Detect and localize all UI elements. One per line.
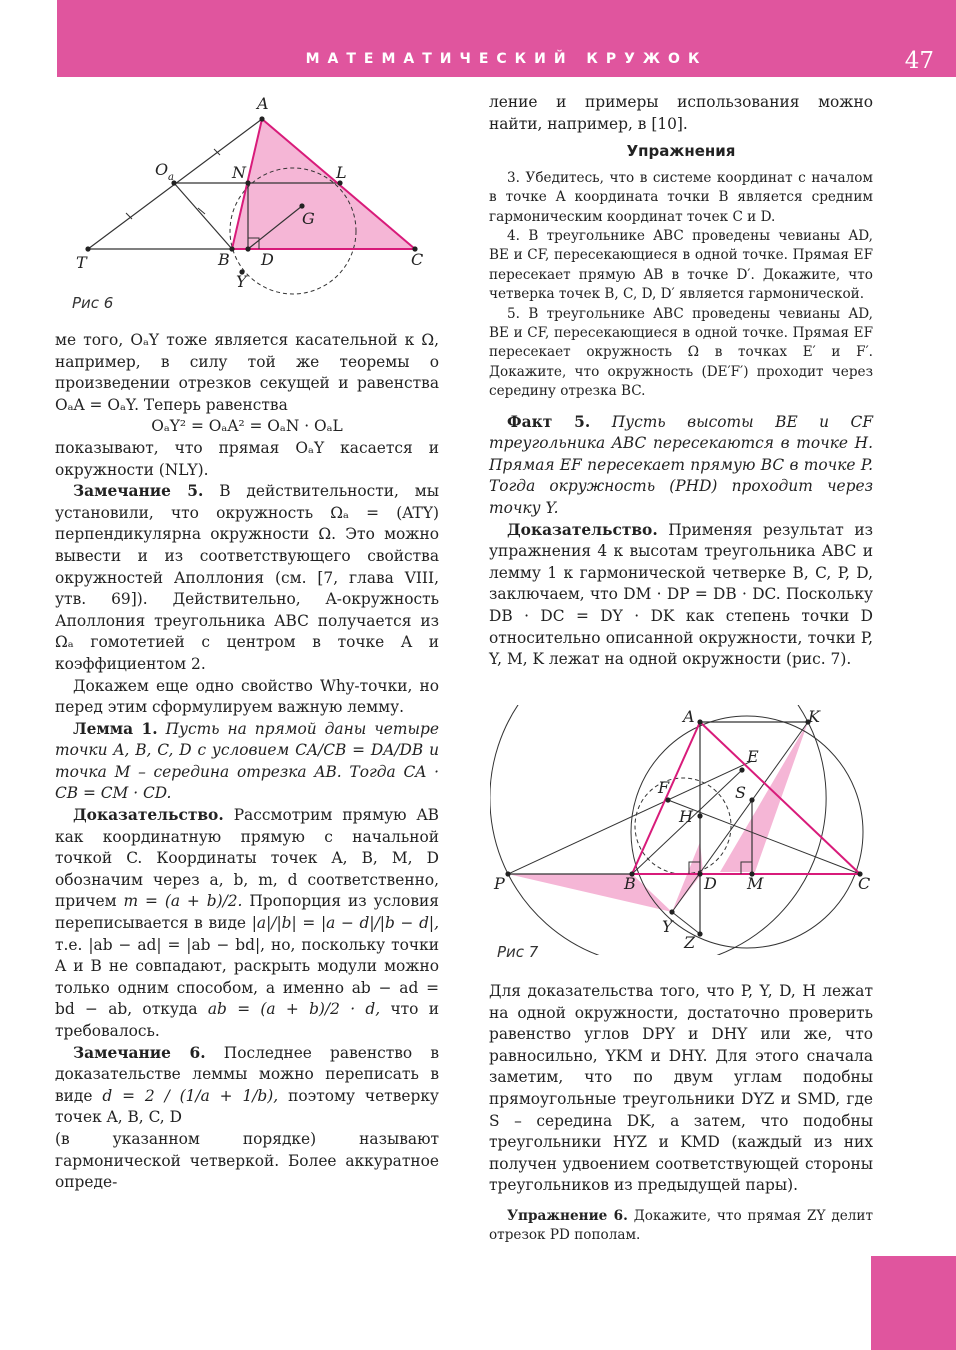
- proof-text: Применяя результат из упражнения 4 к высотам треугольника ABC и лемму 1 к гармонической четверке B, C, P, D, заключаем, что DM · DP = DB · DC. Поскольку DB · DC = DY · DK как степень точки D относительно описанной окружности, точки P, Y, M, K лежат на одной окружности (рис. 7).: [489, 520, 873, 669]
- fig7-label-K: K: [808, 707, 820, 726]
- fig7-label-A: A: [683, 707, 695, 726]
- proof-label: Доказательство.: [73, 806, 224, 825]
- proof-label: Доказательство.: [507, 520, 658, 539]
- remark-6-equation: d = 2 / (1/a + 1/b),: [102, 1086, 279, 1105]
- fact-5: [489, 412, 873, 520]
- proof-text-d: но, поскольку точки A и B не совпадают, раскрыть модули можно только одним способом, а именно ab − ad = bd − ab, откуда: [55, 935, 439, 1019]
- fig7-label-P: P: [494, 874, 505, 893]
- paragraph: (в указанном порядке) называют гармонической четверкой. Более аккуратное опреде-: [55, 1129, 439, 1192]
- right-column-bottom: [489, 981, 873, 1246]
- remark-6: [55, 1043, 439, 1129]
- fig6-label-N: N: [232, 163, 246, 182]
- fig7-label-Y: Y: [662, 917, 673, 936]
- figure-7: [490, 705, 880, 955]
- exercise-6: [489, 1207, 873, 1246]
- fig6-label-Oa-sub: a: [168, 172, 174, 183]
- fig7-label-H: H: [679, 807, 693, 826]
- fig6-label-Oa: O: [155, 160, 169, 179]
- proof: [55, 805, 439, 1043]
- exercise-5: 5. В треугольнике ABC проведены чевианы AD, BE и CF, пересекающиеся в одной точке. Прямая EF пересекает окружность Ω в точках E′ и F′. Докажите, что окружность (DE′F′) проходит через середину отрезка BC.: [489, 305, 873, 400]
- exercises-heading: Упражнения: [626, 142, 736, 161]
- remark-6-text: Последнее равенство в доказательстве леммы можно переписать в виде: [55, 1043, 439, 1105]
- page-header: [57, 0, 956, 77]
- page-number: 47: [904, 48, 934, 74]
- paragraph: Докажем еще одно свойство Why-точки, но перед этим сформулируем важную лемму.: [55, 676, 439, 717]
- fig6-label-A: A: [257, 94, 269, 113]
- paragraph: Для доказательства того, что P, Y, D, H лежат на одной окружности, достаточно проверить равенство углов DPY и DHY или же, что равносильно, YKM и DHY. Для этого сначала заметим, что по двум углам подобны прямоугольные треугольники DYZ и SMD, где S – середина DK, а затем, что подобны треугольники HYZ и KMD (каждый из них получен удвоением соответствующей стороны треугольников из предыдущей пары).: [489, 982, 873, 1195]
- journal-section-title: МАТЕМАТИЧЕСКИЙ КРУЖОК: [305, 51, 708, 67]
- fig7-label-D: D: [704, 874, 717, 893]
- paragraph: ление и примеры использования можно найти, например, в [10].: [489, 93, 873, 133]
- proof-text-c: т.е. |ab − ad| = |ab − bd|,: [55, 935, 266, 954]
- fact-5-label: Факт 5.: [507, 412, 591, 431]
- proof-fact-5: [489, 520, 873, 671]
- fig6-label-D: D: [261, 250, 274, 269]
- proof-m: m = (a + b)/2.: [123, 892, 243, 911]
- proof-text-a: Рассмотрим прямую AB как координатную прямую с начальной точкой C. Координаты точек A, B, M, D обозначим через a, b, m, d соответственно, причем: [55, 806, 439, 911]
- fig6-label-Y: Y: [236, 272, 247, 291]
- equation: OₐY² = OₐA² = OₐN · OₐL: [151, 417, 343, 436]
- fig6-label-C: C: [411, 250, 424, 269]
- lemma-1-fraction: CA/CB = DA/DB: [295, 741, 424, 760]
- lemma-1-text-a: Пусть на прямой даны четыре точки A, B, C, D с условием: [55, 719, 439, 760]
- lemma-1-label: Лемма 1.: [73, 719, 158, 738]
- paragraph: ме того, OₐY тоже является касательной к Ω, например, в силу той же теоремы о произведении отрезков секущей и равенства OₐA = OₐY. Теперь равенства: [55, 331, 439, 414]
- remark-6-text-b: поэтому четверку точек A, B, C, D: [55, 1086, 439, 1127]
- figure-6: [60, 92, 440, 302]
- fig7-label-S: S: [735, 783, 746, 802]
- fig6-label-G: G: [302, 209, 315, 228]
- fact-5-text: Пусть высоты BE и CF треугольника ABC пересекаются в точке H. Прямая EF пересекает прямую BC в точке P. Тогда окружность (PHD) проходит через точку Y.: [489, 412, 874, 518]
- fig7-label-Z: Z: [684, 933, 696, 952]
- paragraph: показывают, что прямая OₐY касается и окружности (NLY).: [55, 438, 439, 479]
- lemma-1: [55, 719, 439, 805]
- fig7-label-F: F: [658, 778, 670, 797]
- remark-5-text: В действительности, мы установили, что окружность Ωₐ = (ATY) перпендикулярна окружности Ω. Это можно вывести и из соответствующего свойства окружностей Аполлония (см. [7, глава VIII, утв. 69]). Действительно, A-окружность Аполлония треугольника ABC получается из Ωₐ гомотетией с центром в точке A и коэффициентом 2.: [55, 482, 439, 673]
- remark-5-label: Замечание 5.: [73, 482, 204, 501]
- fig6-label-L: L: [336, 163, 347, 182]
- figure-7-caption: Рис 7: [497, 943, 539, 961]
- fig7-label-B: B: [624, 874, 636, 893]
- exercise-6-label: Упражнение 6.: [507, 1207, 628, 1224]
- proof-end: что и требовалось.: [55, 1000, 439, 1040]
- proof-ab: ab = (a + b)/2 · d,: [207, 1000, 381, 1019]
- fig6-label-B: B: [218, 250, 230, 269]
- proof-text-b: Пропорция из условия переписывается в виде: [55, 892, 439, 933]
- left-column: [55, 330, 439, 1194]
- proof-abs: |a|/|b| = |a − d|/|b − d|,: [251, 914, 439, 933]
- figure-6-caption: Рис 6: [72, 294, 114, 312]
- fig7-label-C: C: [858, 874, 871, 893]
- fig7-label-E: E: [747, 747, 759, 766]
- side-tab-decoration: [871, 1256, 956, 1350]
- lemma-1-text-b: и точка M – середина отрезка AB. Тогда CA · CB = CM · CD.: [55, 741, 439, 803]
- fig6-label-T: T: [76, 253, 87, 272]
- remark-5: [55, 481, 439, 675]
- remark-6-label: Замечание 6.: [73, 1043, 206, 1062]
- exercise-4: 4. В треугольнике ABC проведены чевианы AD, BE и CF, пересекающиеся в одной точке. Прямая EF пересекает прямую AB в точке D′. Докажите, что четверка точек B, C, D, D′ является гармонической.: [489, 228, 873, 303]
- right-column-top: [489, 92, 873, 671]
- fig7-label-M: M: [747, 874, 764, 893]
- exercise-3: 3. Убедитесь, что в системе координат с началом в точке A координата точки B является средним гармоническим координат точек C и D.: [489, 169, 873, 225]
- exercise-6-text: Докажите, что прямая ZY делит отрезок PD пополам.: [489, 1207, 873, 1244]
